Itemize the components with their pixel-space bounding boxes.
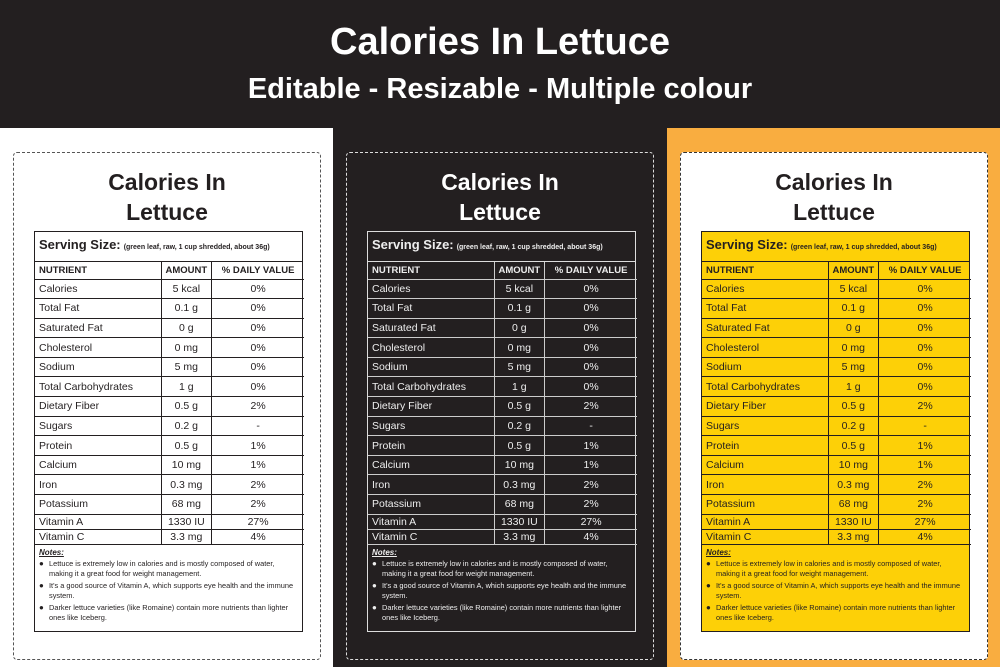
cell-nutrient: Iron (702, 475, 828, 495)
cell-nutrient: Total Fat (35, 299, 161, 319)
column-header-amount: AMOUNT (161, 262, 212, 279)
cell-dv: 0% (212, 357, 304, 377)
table-header-row (368, 262, 637, 279)
cell-dv: 4% (545, 529, 637, 544)
cell-amount: 5 mg (161, 357, 212, 377)
serving-size (702, 232, 969, 262)
table-header-row (35, 262, 304, 279)
cell-nutrient: Protein (35, 436, 161, 456)
panel-orange (667, 128, 1000, 667)
card-title (347, 167, 653, 227)
cell-amount: 5 kcal (828, 279, 879, 299)
table-row (368, 279, 637, 299)
cell-nutrient: Total Carbohydrates (368, 377, 494, 397)
table-row (368, 475, 637, 495)
cell-dv: 0% (545, 279, 637, 299)
card-title-line1: Calories In (108, 169, 226, 195)
note-item: ● It's a good source of Vitamin A, which supports eye health and the immune system. (706, 581, 965, 600)
note-item: ● Darker lettuce varieties (like Romaine) contain more nutrients than lighter ones like Iceberg. (706, 603, 965, 622)
cell-nutrient: Cholesterol (368, 338, 494, 358)
cell-nutrient: Dietary Fiber (35, 397, 161, 417)
note-item: ● Darker lettuce varieties (like Romaine) contain more nutrients than lighter ones like Iceberg. (39, 603, 298, 622)
cell-dv: 0% (879, 338, 971, 358)
cell-amount: 0.1 g (828, 299, 879, 319)
cell-nutrient: Saturated Fat (702, 318, 828, 338)
cell-dv: 27% (212, 514, 304, 529)
cell-dv: 1% (212, 455, 304, 475)
cell-dv: 0% (879, 377, 971, 397)
cell-dv: 2% (545, 495, 637, 515)
cell-nutrient: Calcium (702, 455, 828, 475)
table-row (35, 416, 304, 436)
table-row (35, 338, 304, 358)
serving-label: Serving Size: (706, 237, 788, 252)
cell-amount: 0.3 mg (161, 475, 212, 495)
nutrient-table (35, 262, 304, 545)
table-row (702, 279, 971, 299)
cell-nutrient: Sugars (702, 416, 828, 436)
cell-amount: 0.5 g (828, 397, 879, 417)
cell-amount: 3.3 mg (161, 529, 212, 544)
cell-dv: 0% (212, 377, 304, 397)
cell-dv: 0% (879, 318, 971, 338)
table-row (702, 514, 971, 529)
cell-nutrient: Calcium (368, 455, 494, 475)
column-header-dv: % DAILY VALUE (879, 262, 971, 279)
cell-nutrient: Vitamin A (702, 514, 828, 529)
cell-amount: 0.3 mg (828, 475, 879, 495)
notes-title: Notes: (706, 547, 731, 557)
cell-nutrient: Calories (702, 279, 828, 299)
table-row (35, 455, 304, 475)
table-row (368, 455, 637, 475)
cell-amount: 0 g (161, 318, 212, 338)
cell-nutrient: Sodium (368, 357, 494, 377)
nutrition-card (346, 152, 654, 660)
column-header-amount: AMOUNT (828, 262, 879, 279)
card-title-line1: Calories In (441, 169, 559, 195)
cell-dv: 1% (879, 436, 971, 456)
cell-dv: - (879, 416, 971, 436)
cell-nutrient: Calcium (35, 455, 161, 475)
cell-nutrient: Vitamin A (35, 514, 161, 529)
cell-dv: 0% (545, 338, 637, 358)
cell-amount: 10 mg (828, 455, 879, 475)
cell-nutrient: Iron (368, 475, 494, 495)
cell-amount: 10 mg (494, 455, 545, 475)
serving-size (368, 232, 635, 262)
column-header-nutrient: NUTRIENT (35, 262, 161, 279)
cell-dv: 4% (212, 529, 304, 544)
table-row (35, 436, 304, 456)
cell-nutrient: Saturated Fat (35, 318, 161, 338)
cell-nutrient: Vitamin C (368, 529, 494, 544)
cell-dv: 1% (545, 436, 637, 456)
table-row (702, 455, 971, 475)
table-row (702, 475, 971, 495)
cell-dv: 0% (212, 338, 304, 358)
cell-amount: 5 mg (494, 357, 545, 377)
table-row (35, 529, 304, 544)
notes-title: Notes: (372, 547, 397, 557)
cell-nutrient: Sodium (702, 357, 828, 377)
cell-amount: 1330 IU (161, 514, 212, 529)
cell-dv: 0% (212, 299, 304, 319)
cell-nutrient: Vitamin C (35, 529, 161, 544)
table-row (702, 416, 971, 436)
table-row (702, 495, 971, 515)
cell-amount: 0 g (828, 318, 879, 338)
cell-amount: 0.2 g (494, 416, 545, 436)
cell-amount: 1 g (161, 377, 212, 397)
cell-amount: 68 mg (494, 495, 545, 515)
cell-dv: 0% (212, 318, 304, 338)
card-title-line2: Lettuce (793, 199, 875, 225)
cell-nutrient: Cholesterol (702, 338, 828, 358)
cell-dv: 1% (545, 455, 637, 475)
table-row (368, 299, 637, 319)
table-row (35, 495, 304, 515)
cell-dv: 0% (545, 377, 637, 397)
cell-dv: 2% (212, 475, 304, 495)
cell-dv: 0% (545, 357, 637, 377)
notes (702, 545, 969, 623)
cell-amount: 0 mg (161, 338, 212, 358)
card-title (14, 167, 320, 227)
cell-amount: 0.5 g (494, 397, 545, 417)
note-item: ● It's a good source of Vitamin A, which supports eye health and the immune system. (39, 581, 298, 600)
column-header-nutrient: NUTRIENT (368, 262, 494, 279)
notes-title: Notes: (39, 547, 64, 557)
table-row (35, 514, 304, 529)
notes-list (39, 559, 298, 622)
cell-amount: 10 mg (161, 455, 212, 475)
note-item: ● Darker lettuce varieties (like Romaine) contain more nutrients than lighter ones like Iceberg. (372, 603, 631, 622)
table-row (702, 299, 971, 319)
table-header-row (702, 262, 971, 279)
page-subtitle: Editable - Resizable - Multiple colour (247, 73, 753, 105)
cell-nutrient: Calories (35, 279, 161, 299)
column-header-amount: AMOUNT (494, 262, 545, 279)
cell-dv: 2% (212, 495, 304, 515)
serving-detail: (green leaf, raw, 1 cup shredded, about 36g) (790, 244, 937, 251)
cell-dv: 2% (545, 475, 637, 495)
nutrient-table (368, 262, 637, 545)
table-row (368, 495, 637, 515)
cell-amount: 0 g (494, 318, 545, 338)
cell-amount: 0.2 g (161, 416, 212, 436)
notes-list (372, 559, 631, 622)
table-row (702, 377, 971, 397)
cell-amount: 0.5 g (494, 436, 545, 456)
card-title-line1: Calories In (775, 169, 893, 195)
cell-nutrient: Calories (368, 279, 494, 299)
cell-nutrient: Total Fat (702, 299, 828, 319)
cell-nutrient: Potassium (368, 495, 494, 515)
serving-label: Serving Size: (39, 237, 121, 252)
cell-dv: 2% (879, 475, 971, 495)
cell-amount: 3.3 mg (828, 529, 879, 544)
column-header-dv: % DAILY VALUE (212, 262, 304, 279)
table-row (368, 416, 637, 436)
table-row (368, 318, 637, 338)
cell-nutrient: Sugars (35, 416, 161, 436)
table-row (702, 357, 971, 377)
table-row (702, 529, 971, 544)
cell-dv: - (545, 416, 637, 436)
header-banner (0, 0, 1000, 128)
cell-amount: 0 mg (494, 338, 545, 358)
cell-nutrient: Potassium (35, 495, 161, 515)
serving-size (35, 232, 302, 262)
cell-amount: 0.5 g (828, 436, 879, 456)
cell-dv: 4% (879, 529, 971, 544)
cell-nutrient: Sugars (368, 416, 494, 436)
cell-dv: 2% (545, 397, 637, 417)
cell-amount: 5 kcal (494, 279, 545, 299)
table-row (35, 299, 304, 319)
note-item: ● It's a good source of Vitamin A, which supports eye health and the immune system. (372, 581, 631, 600)
table-row (35, 357, 304, 377)
cell-nutrient: Vitamin C (702, 529, 828, 544)
cell-nutrient: Dietary Fiber (702, 397, 828, 417)
cell-amount: 1 g (828, 377, 879, 397)
cell-amount: 1330 IU (494, 514, 545, 529)
page-title: Calories In Lettuce (330, 21, 670, 63)
cell-nutrient: Sodium (35, 357, 161, 377)
notes (368, 545, 635, 623)
nutrient-table (702, 262, 971, 545)
cell-dv: 2% (879, 397, 971, 417)
cell-amount: 68 mg (828, 495, 879, 515)
cell-dv: 0% (545, 299, 637, 319)
cell-dv: 2% (879, 495, 971, 515)
cell-dv: 0% (879, 279, 971, 299)
cell-dv: 0% (879, 299, 971, 319)
table-row (35, 318, 304, 338)
cell-nutrient: Total Carbohydrates (35, 377, 161, 397)
cell-amount: 0 mg (828, 338, 879, 358)
panel-black (333, 128, 667, 667)
cell-dv: - (212, 416, 304, 436)
table-row (702, 338, 971, 358)
table-row (368, 377, 637, 397)
cell-amount: 0.1 g (494, 299, 545, 319)
table-row (368, 397, 637, 417)
cell-nutrient: Potassium (702, 495, 828, 515)
panel-white (0, 128, 333, 667)
cell-nutrient: Cholesterol (35, 338, 161, 358)
table-row (368, 436, 637, 456)
cell-nutrient: Protein (702, 436, 828, 456)
cell-amount: 5 kcal (161, 279, 212, 299)
cell-amount: 5 mg (828, 357, 879, 377)
card-title-line2: Lettuce (126, 199, 208, 225)
notes-list (706, 559, 965, 622)
cell-dv: 27% (545, 514, 637, 529)
cell-dv: 0% (879, 357, 971, 377)
table-row (368, 514, 637, 529)
note-item: ● Lettuce is extremely low in calories and is mostly composed of water, making it a great food for weight management. (39, 559, 298, 578)
note-item: ● Lettuce is extremely low in calories and is mostly composed of water, making it a great food for weight management. (706, 559, 965, 578)
cell-amount: 68 mg (161, 495, 212, 515)
notes (35, 545, 302, 623)
table-row (368, 357, 637, 377)
nutrition-card (13, 152, 321, 660)
cell-amount: 0.5 g (161, 436, 212, 456)
serving-detail: (green leaf, raw, 1 cup shredded, about 36g) (456, 244, 603, 251)
nutrition-card (680, 152, 988, 660)
cell-dv: 0% (545, 318, 637, 338)
column-header-dv: % DAILY VALUE (545, 262, 637, 279)
column-header-nutrient: NUTRIENT (702, 262, 828, 279)
cell-nutrient: Vitamin A (368, 514, 494, 529)
cell-amount: 3.3 mg (494, 529, 545, 544)
cell-nutrient: Iron (35, 475, 161, 495)
card-title (681, 167, 987, 227)
cell-dv: 0% (212, 279, 304, 299)
cell-amount: 0.5 g (161, 397, 212, 417)
serving-detail: (green leaf, raw, 1 cup shredded, about 36g) (123, 244, 270, 251)
cell-amount: 0.3 mg (494, 475, 545, 495)
table-row (35, 397, 304, 417)
cell-nutrient: Protein (368, 436, 494, 456)
cell-amount: 1330 IU (828, 514, 879, 529)
cell-amount: 0.2 g (828, 416, 879, 436)
table-row (35, 475, 304, 495)
cell-nutrient: Dietary Fiber (368, 397, 494, 417)
table-row (368, 338, 637, 358)
cell-amount: 0.1 g (161, 299, 212, 319)
cell-amount: 1 g (494, 377, 545, 397)
table-row (702, 397, 971, 417)
table-row (35, 377, 304, 397)
cell-dv: 1% (879, 455, 971, 475)
cell-dv: 27% (879, 514, 971, 529)
cell-dv: 2% (212, 397, 304, 417)
note-item: ● Lettuce is extremely low in calories and is mostly composed of water, making it a great food for weight management. (372, 559, 631, 578)
nutrition-label (701, 231, 970, 632)
cell-nutrient: Saturated Fat (368, 318, 494, 338)
card-title-line2: Lettuce (459, 199, 541, 225)
cell-nutrient: Total Fat (368, 299, 494, 319)
nutrition-label (34, 231, 303, 632)
table-row (702, 318, 971, 338)
serving-label: Serving Size: (372, 237, 454, 252)
table-row (35, 279, 304, 299)
table-row (702, 436, 971, 456)
table-row (368, 529, 637, 544)
cell-nutrient: Total Carbohydrates (702, 377, 828, 397)
nutrition-label (367, 231, 636, 632)
cell-dv: 1% (212, 436, 304, 456)
